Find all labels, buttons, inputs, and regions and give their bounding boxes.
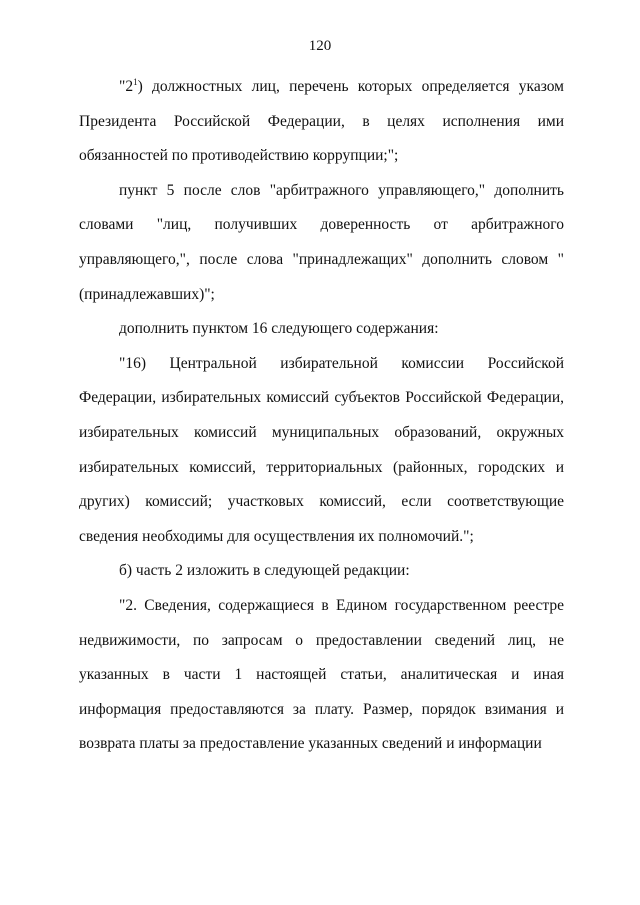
superscript-marker: 1	[133, 77, 138, 87]
paragraph-officials-lead: "2	[119, 78, 134, 95]
paragraph-officials-text: ) должностных лиц, перечень которых определяется указом Президента Российской Федерации, в целях исполнения ими обязанностей по противодействию коррупции;";	[79, 78, 564, 165]
paragraph-part-2-text: "2. Сведения, содержащиеся в Едином государственном реестре недвижимости, по запросам о предоставлении сведений лиц, не указанных в части 1 настоящей статьи, аналитическая и иная информация предоставляются за плату. Размер, порядок взимания и возврата платы за предоставление указанных сведений и информации	[79, 596, 564, 753]
document-body	[79, 70, 564, 762]
paragraph-point-5-amendment: пункт 5 после слов "арбитражного управляющего," дополнить словами "лиц, получивших доверенность от арбитражного управляющего,", после слова "принадлежащих" дополнить словом "(принадлежавших)";	[79, 181, 564, 303]
paragraph-point-16-text: "16) Центральной избирательной комиссии Российской Федерации, избирательных комиссий субъектов Российской Федерации, избирательных комиссий муниципальных образований, окружных избирательных комиссий, территориальных (районных, городских и других) комиссий; участковых комиссий, если соответствующие сведения необходимы для осуществления их полномочий.";	[79, 354, 564, 545]
paragraph-officials	[79, 70, 564, 174]
paragraph-part-2-amendment: б) часть 2 изложить в следующей редакции:	[119, 562, 410, 580]
page-number: 120	[308, 38, 332, 54]
paragraph-add-point-16: дополнить пунктом 16 следующего содержания:	[119, 320, 439, 338]
